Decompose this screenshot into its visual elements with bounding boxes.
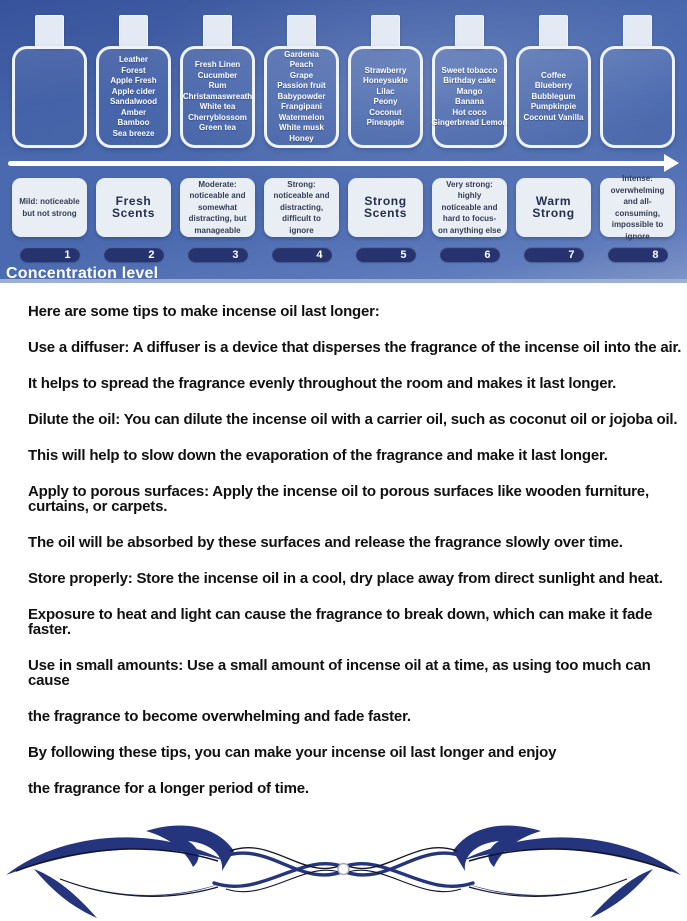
bottle-body bbox=[180, 46, 255, 148]
scent-name: Sweet tobacco bbox=[441, 65, 498, 75]
scent-name: Birthday cake bbox=[443, 76, 496, 85]
scent-concentration-infographic bbox=[0, 0, 687, 283]
scent-name: Coconut Vanilla bbox=[523, 112, 584, 122]
level-desc-text: Mild: noticeable but not strong bbox=[19, 197, 80, 218]
scent-name: Cherryblossom bbox=[188, 112, 247, 122]
scent-bottle bbox=[600, 15, 675, 148]
scent-list bbox=[110, 55, 157, 139]
scent-name: Strawberry bbox=[364, 65, 407, 75]
scent-name: Leather bbox=[119, 55, 148, 64]
scent-name: Apple Fresh bbox=[110, 76, 157, 85]
arrow-head-icon bbox=[664, 154, 679, 172]
scent-bottle bbox=[12, 15, 87, 148]
tips-section bbox=[0, 283, 687, 796]
tribal-flourish-divider bbox=[0, 817, 687, 921]
tip-line: Dilute the oil: You can dilute the incense oil with a carrier oil, such as coconut oil or jojoba oil. bbox=[28, 411, 678, 428]
scent-name: Mango bbox=[456, 86, 483, 96]
level-desc-text: Moderate: noticeable and somewhat distracting, but manageable bbox=[188, 179, 247, 235]
level-pill bbox=[348, 247, 423, 262]
level-desc-text: Warm Strong bbox=[532, 194, 575, 220]
arrow-line bbox=[8, 161, 666, 166]
bottle-cap-icon bbox=[287, 15, 316, 49]
tip-line: It helps to spread the fragrance evenly throughout the room and makes it last longer. bbox=[28, 375, 617, 392]
concentration-level-label: Concentration level bbox=[6, 265, 159, 282]
level-number: 2 bbox=[104, 247, 164, 262]
scent-name: White musk bbox=[279, 123, 324, 133]
bottle-cap-icon bbox=[203, 15, 232, 49]
scent-list bbox=[277, 50, 325, 145]
scent-name: Bubblegum bbox=[531, 91, 576, 101]
pills-row bbox=[0, 247, 687, 262]
tip-line: Here are some tips to make incense oil last longer: bbox=[28, 303, 380, 320]
level-desc-box bbox=[12, 178, 87, 237]
scent-bottle bbox=[516, 15, 591, 148]
level-number: 4 bbox=[272, 247, 332, 262]
scent-list bbox=[523, 71, 583, 124]
tribal-flourish-icon bbox=[0, 817, 687, 921]
scent-name: Sandalwood bbox=[109, 97, 158, 106]
level-number: 6 bbox=[440, 247, 500, 262]
scent-name: Frangipani bbox=[281, 102, 322, 112]
tip-line: Exposure to heat and light can cause the fragrance to break down, which can make it fade faster. bbox=[28, 606, 653, 638]
scent-name: Amber bbox=[120, 107, 147, 117]
scent-list bbox=[432, 66, 508, 129]
level-pill bbox=[180, 247, 255, 262]
scent-name: Pineapple bbox=[366, 118, 405, 127]
scent-name: Coffee bbox=[541, 70, 566, 80]
tip-line: By following these tips, you can make your incense oil last longer and enjoy bbox=[28, 744, 557, 761]
level-number: 7 bbox=[524, 247, 584, 262]
scent-name: Watermelon bbox=[278, 112, 325, 122]
scent-bottle bbox=[264, 15, 339, 148]
scent-name: Bamboo bbox=[117, 118, 150, 127]
level-pill bbox=[264, 247, 339, 262]
scent-name: Forest bbox=[121, 65, 146, 75]
level-desc-box bbox=[600, 174, 675, 241]
level-number: 8 bbox=[608, 247, 668, 262]
levels-row bbox=[0, 174, 687, 241]
bottle-cap-icon bbox=[623, 15, 652, 49]
scent-name: Pumpkinpie bbox=[530, 102, 577, 112]
level-desc-box bbox=[96, 178, 171, 237]
tip-line: the fragrance for a longer period of time. bbox=[28, 780, 309, 797]
tip-line: Use a diffuser: A diffuser is a device that disperses the fragrance of the incense oil into the air. bbox=[28, 339, 682, 356]
scent-bottle bbox=[432, 15, 507, 148]
scent-name: Peach bbox=[289, 60, 314, 70]
scent-name: Hot coco bbox=[452, 107, 487, 117]
level-number: 1 bbox=[20, 247, 80, 262]
scent-name: Gardenia bbox=[284, 49, 319, 59]
level-number: 3 bbox=[188, 247, 248, 262]
bottle-cap-icon bbox=[455, 15, 484, 49]
scent-name: Banana bbox=[455, 97, 484, 106]
scent-bottle bbox=[348, 15, 423, 148]
scent-name: Babypowder bbox=[277, 91, 326, 101]
scent-name: Cucumber bbox=[197, 70, 238, 80]
scent-list bbox=[183, 60, 252, 134]
bottle-body bbox=[516, 46, 591, 148]
level-desc-box bbox=[264, 178, 339, 237]
scent-name: Grape bbox=[289, 70, 314, 80]
level-desc-text: Fresh Scents bbox=[112, 194, 155, 220]
scent-name: Fresh Linen bbox=[194, 60, 241, 70]
level-desc-box bbox=[348, 178, 423, 237]
level-desc-box bbox=[516, 178, 591, 237]
level-desc-text: Very strong: highly noticeable and hard to focus- on anything else bbox=[437, 179, 502, 235]
level-pill bbox=[516, 247, 591, 262]
tip-line: The oil will be absorbed by these surfaces and release the fragrance slowly over time. bbox=[28, 534, 623, 551]
tip-line: Use in small amounts: Use a small amount of incense oil at a time, as using too much can cause bbox=[28, 657, 651, 689]
level-number: 5 bbox=[356, 247, 416, 262]
level-pill bbox=[600, 247, 675, 262]
bottle-body bbox=[96, 46, 171, 148]
bottle-cap-icon bbox=[539, 15, 568, 49]
scent-name: Peony bbox=[373, 97, 398, 106]
level-pill bbox=[432, 247, 507, 262]
scent-bottle bbox=[96, 15, 171, 148]
level-pill bbox=[96, 247, 171, 262]
tip-line: Store properly: Store the incense oil in a cool, dry place away from direct sunlight and heat. bbox=[28, 570, 663, 587]
bottle-body bbox=[264, 46, 339, 148]
bottle-body bbox=[600, 46, 675, 148]
scent-name: Lilac bbox=[376, 86, 395, 96]
bottle-cap-icon bbox=[119, 15, 148, 49]
scent-name: Green tea bbox=[199, 123, 236, 133]
scent-name: Apple cider bbox=[111, 86, 156, 96]
scent-name: Rum bbox=[208, 81, 227, 91]
scent-name: Blueberry bbox=[534, 81, 573, 91]
scent-name: Honeysukle bbox=[363, 76, 408, 85]
level-desc-box bbox=[432, 178, 507, 237]
level-desc-text: Strong Scents bbox=[364, 194, 407, 220]
scent-bottle bbox=[180, 15, 255, 148]
axis-arrow bbox=[8, 154, 679, 172]
bottle-body bbox=[348, 46, 423, 148]
flourish-center-ring bbox=[338, 864, 349, 875]
tip-line: This will help to slow down the evaporation of the fragrance and make it last longer. bbox=[28, 447, 608, 464]
scent-name: White tea bbox=[199, 102, 236, 112]
scent-name: Coconut bbox=[369, 107, 402, 117]
level-desc-text: Intense: overwhelming and all-consuming, impossible to ignore bbox=[610, 174, 665, 241]
level-desc-box bbox=[180, 178, 255, 237]
bottle-cap-icon bbox=[35, 15, 64, 49]
bottle-body bbox=[432, 46, 507, 148]
scent-name: Honey bbox=[289, 133, 314, 143]
scent-name: Sea breeze bbox=[112, 128, 155, 138]
scent-name: Passion fruit bbox=[277, 81, 326, 91]
scent-name: Christamaswreath bbox=[182, 91, 253, 101]
level-desc-text: Strong: noticeable and distracting, difficult to ignore bbox=[273, 179, 330, 235]
scent-list bbox=[363, 66, 408, 129]
bottle-body bbox=[12, 46, 87, 148]
level-pill bbox=[12, 247, 87, 262]
tip-line: the fragrance to become overwhelming and fade faster. bbox=[28, 708, 411, 725]
bottle-cap-icon bbox=[371, 15, 400, 49]
tip-line: Apply to porous surfaces: Apply the incense oil to porous surfaces like wooden furniture, curtains, or carpets. bbox=[28, 483, 649, 515]
scent-name: Gingerbread Lemon bbox=[431, 118, 508, 127]
bottles-row bbox=[0, 15, 687, 148]
